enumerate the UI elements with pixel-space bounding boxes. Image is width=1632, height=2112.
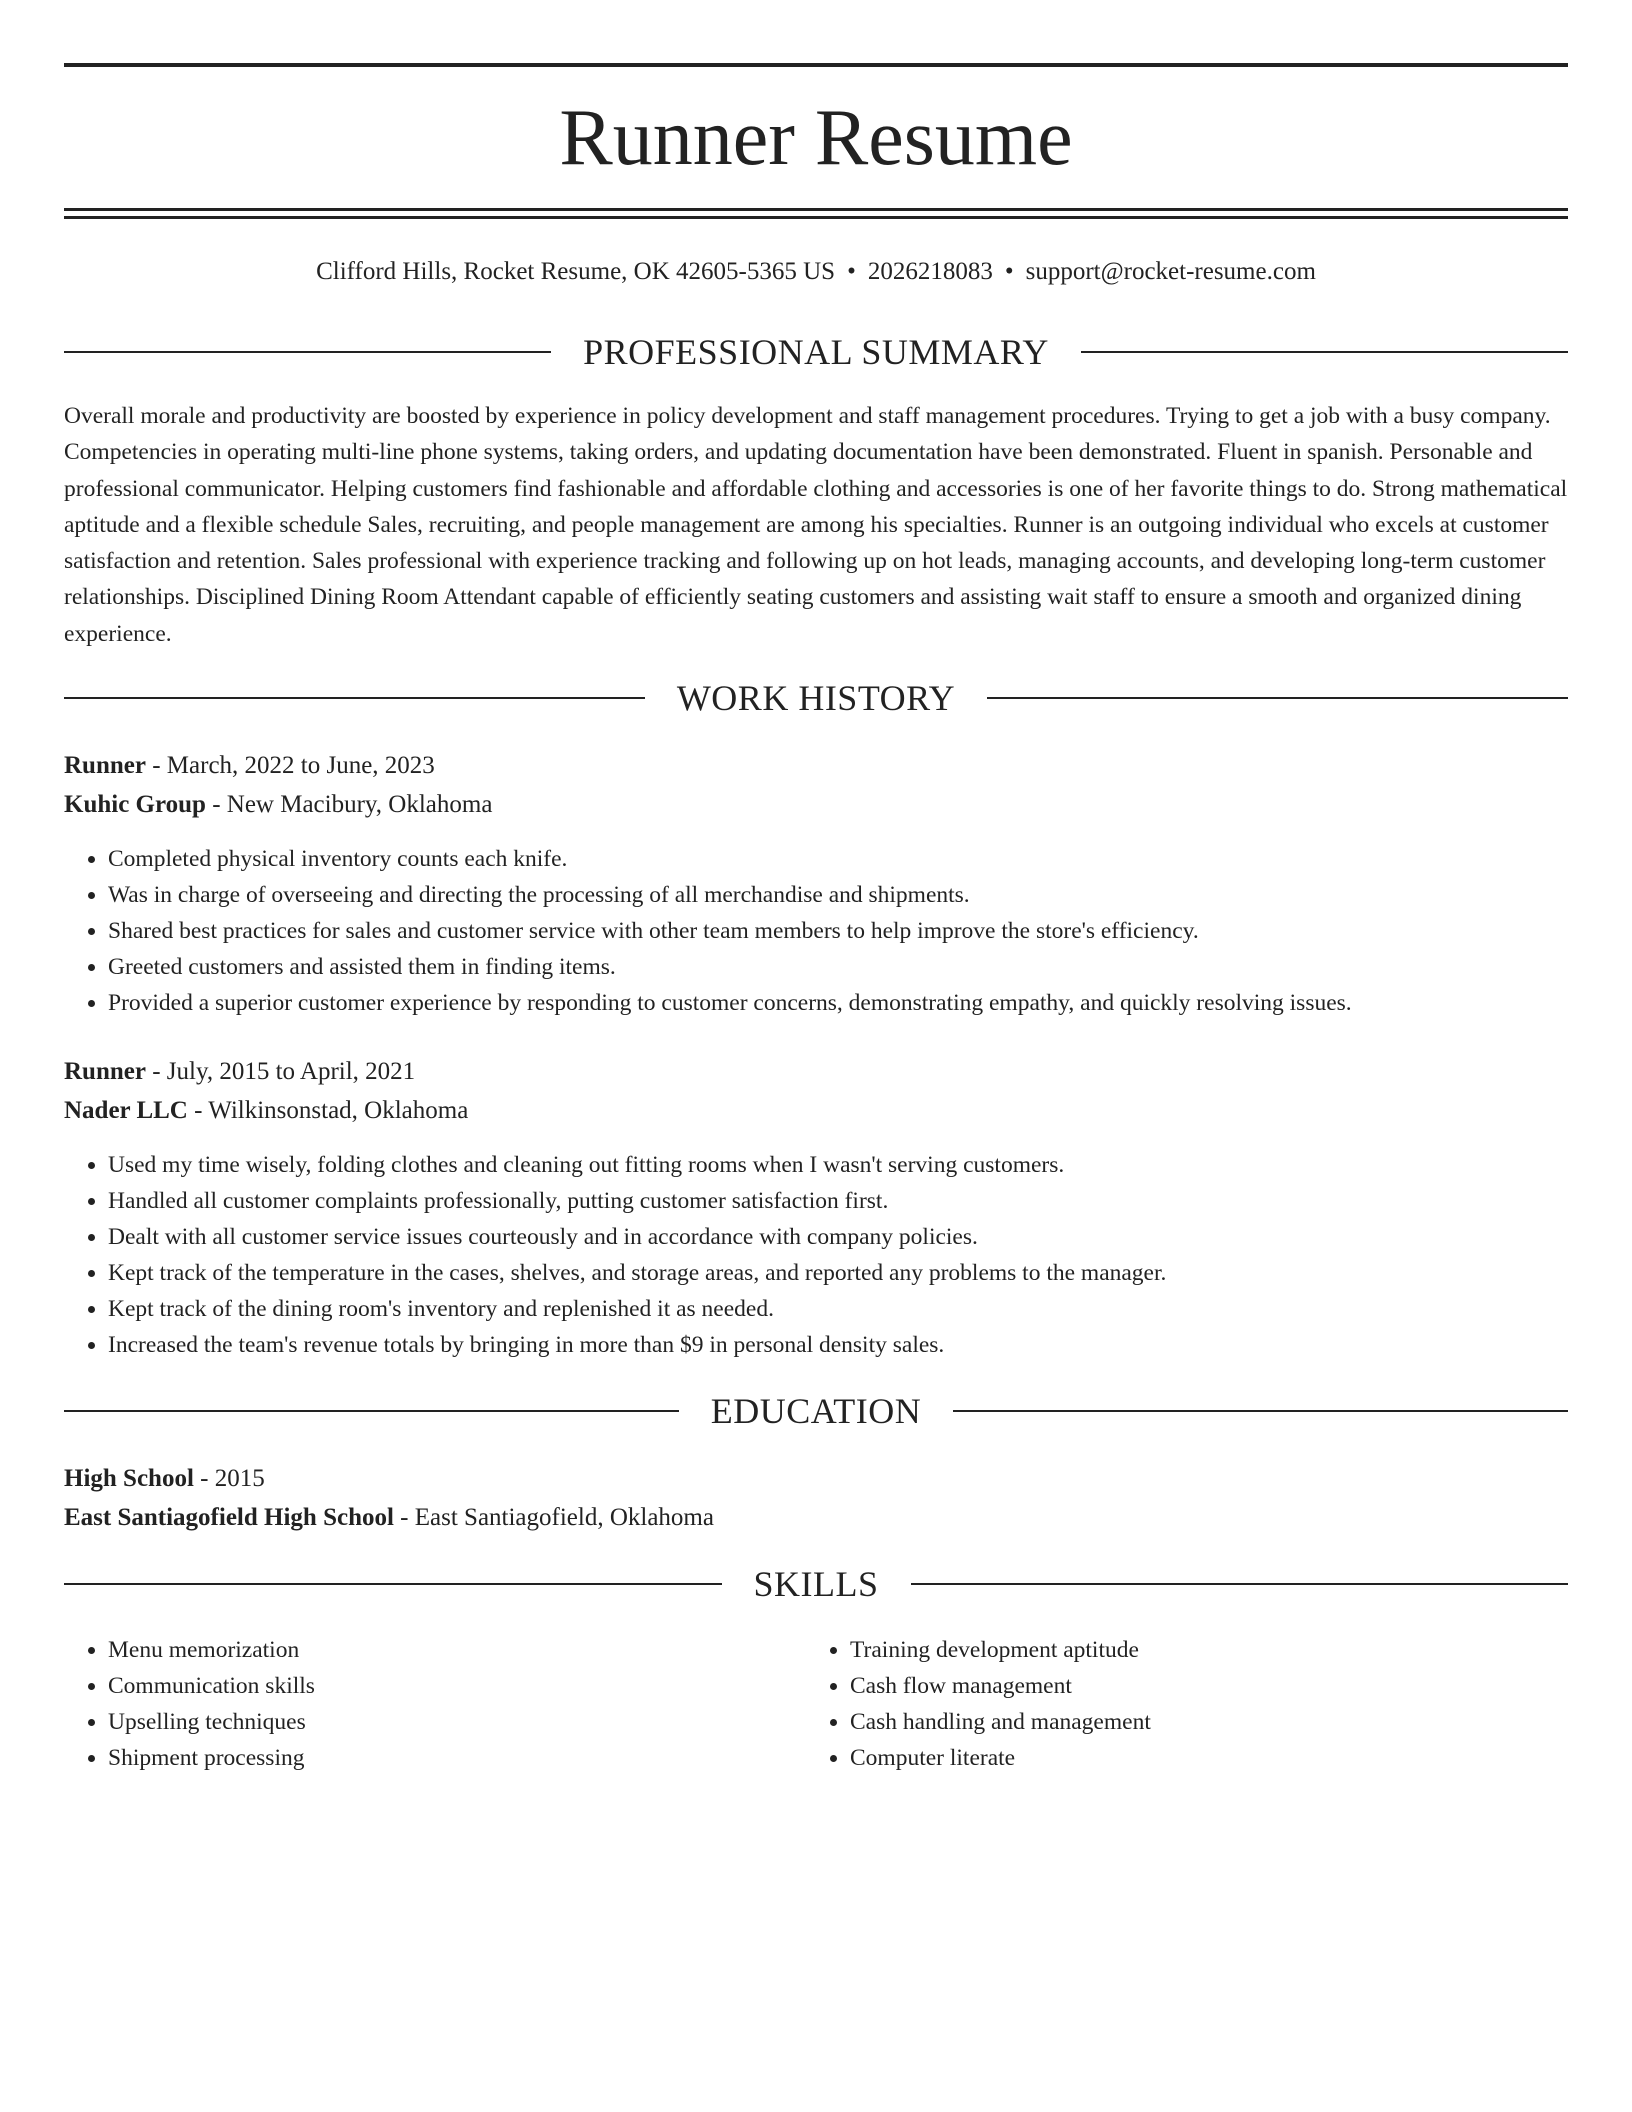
list-item: • Provided a superior customer experience by responding to customer concerns, demonstrating empathy, and quickly resolving issues.	[108, 985, 1568, 1021]
education-year: - 2015	[193, 1465, 265, 1492]
contact-separator: •	[847, 258, 856, 285]
contact-phone: 2026218083	[867, 258, 993, 285]
skill-item: • Shipment processing	[108, 1740, 808, 1776]
skill-item: • Upselling techniques	[108, 1704, 808, 1740]
section-title: WORK HISTORY	[676, 678, 956, 718]
heading-rule	[987, 697, 1568, 699]
list-item: • Completed physical inventory counts each knife.	[108, 841, 1568, 877]
heading-rule	[64, 1410, 679, 1412]
job-title-line	[64, 1053, 1568, 1091]
job-location: - Wilkinsonstad, Oklahoma	[187, 1097, 469, 1124]
heading-rule	[953, 1410, 1568, 1412]
list-item: • Kept track of the dining room's inventory and replenished it as needed.	[108, 1291, 1568, 1327]
job-title: Runner	[64, 1058, 146, 1085]
skill-item: • Training development aptitude	[850, 1632, 1550, 1668]
contact-address: Clifford Hills, Rocket Resume, OK 42605-5365 US	[316, 258, 836, 285]
job-location: - New Macibury, Oklahoma	[205, 791, 493, 818]
job-dates: - July, 2015 to April, 2021	[145, 1058, 416, 1085]
list-item: • Used my time wisely, folding clothes and cleaning out fitting rooms when I wasn't serving customers.	[108, 1147, 1568, 1183]
heading-rule	[64, 697, 645, 699]
education-degree: High School	[64, 1465, 194, 1492]
job-company: Nader LLC	[64, 1097, 188, 1124]
title-rule-upper	[64, 208, 1568, 211]
list-item: • Shared best practices for sales and customer service with other team members to help improve the store's efficiency.	[108, 913, 1568, 949]
list-item: • Handled all customer complaints professionally, putting customer satisfaction first.	[108, 1183, 1568, 1219]
skill-item: • Communication skills	[108, 1668, 808, 1704]
section-title: PROFESSIONAL SUMMARY	[583, 332, 1049, 372]
list-item: • Kept track of the temperature in the cases, shelves, and storage areas, and reported any problems to the manager.	[108, 1255, 1568, 1291]
education-school-line	[64, 1499, 1568, 1537]
section-heading-education	[64, 1386, 1568, 1436]
job-company: Kuhic Group	[64, 791, 206, 818]
skill-item: • Menu memorization	[108, 1632, 808, 1668]
contact-line	[64, 252, 1568, 292]
education-location: - East Santiagofield, Oklahoma	[393, 1504, 714, 1531]
job-bullets	[64, 841, 1568, 1021]
education-school: East Santiagofield High School	[64, 1504, 394, 1531]
section-heading-skills	[64, 1559, 1568, 1609]
job-title-line	[64, 747, 1568, 785]
heading-rule	[911, 1583, 1569, 1585]
skill-item: • Cash handling and management	[850, 1704, 1550, 1740]
job-dates: - March, 2022 to June, 2023	[145, 752, 435, 779]
skills-list-right	[806, 1632, 1550, 1776]
heading-rule	[64, 351, 551, 353]
summary-text: Overall morale and productivity are boosted by experience in policy development and staff management procedures. Trying to get a job with a busy company. Competencies in operating multi-line phone systems, taking orders, and updating documentation have been demonstrated. Fluent in spanish. Personable and professional communicator. Helping customers find fashionable and affordable clothing and accessories is one of her favorite things to do. Strong mathematical aptitude and a flexible schedule Sales, recruiting, and people management are among his specialties. Runner is an outgoing individual who excels at customer satisfaction and retention. Sales professional with experience tracking and following up on hot leads, managing accounts, and developing long-term customer relationships. Disciplined Dining Room Attendant capable of efficiently seating customers and assisting wait staff to ensure a smooth and organized dining experience.	[64, 403, 1568, 647]
list-item: • Greeted customers and assisted them in finding items.	[108, 949, 1568, 985]
job-company-line	[64, 1092, 1568, 1130]
job-bullets	[64, 1147, 1568, 1363]
contact-separator: •	[1004, 258, 1014, 285]
top-rule	[64, 63, 1568, 67]
list-item: • Was in charge of overseeing and directing the processing of all merchandise and shipments.	[108, 877, 1568, 913]
section-heading-summary	[64, 327, 1568, 377]
section-title: EDUCATION	[710, 1391, 922, 1431]
contact-email: support@rocket-resume.com	[1025, 258, 1316, 285]
skill-item: • Cash flow management	[850, 1668, 1550, 1704]
job-title: Runner	[64, 752, 146, 779]
heading-rule	[1081, 351, 1568, 353]
title-rule-lower	[64, 216, 1568, 219]
job-company-line	[64, 786, 1568, 824]
education-degree-line	[64, 1460, 1568, 1498]
section-heading-work	[64, 673, 1568, 723]
heading-rule	[64, 1583, 722, 1585]
skills-list-left	[64, 1632, 808, 1776]
list-item: • Increased the team's revenue totals by bringing in more than $9 in personal density sales.	[108, 1327, 1568, 1363]
skill-item: • Computer literate	[850, 1740, 1550, 1776]
section-title: SKILLS	[753, 1564, 879, 1604]
list-item: • Dealt with all customer service issues courteously and in accordance with company policies.	[108, 1219, 1568, 1255]
resume-title: Runner Resume	[559, 94, 1073, 182]
